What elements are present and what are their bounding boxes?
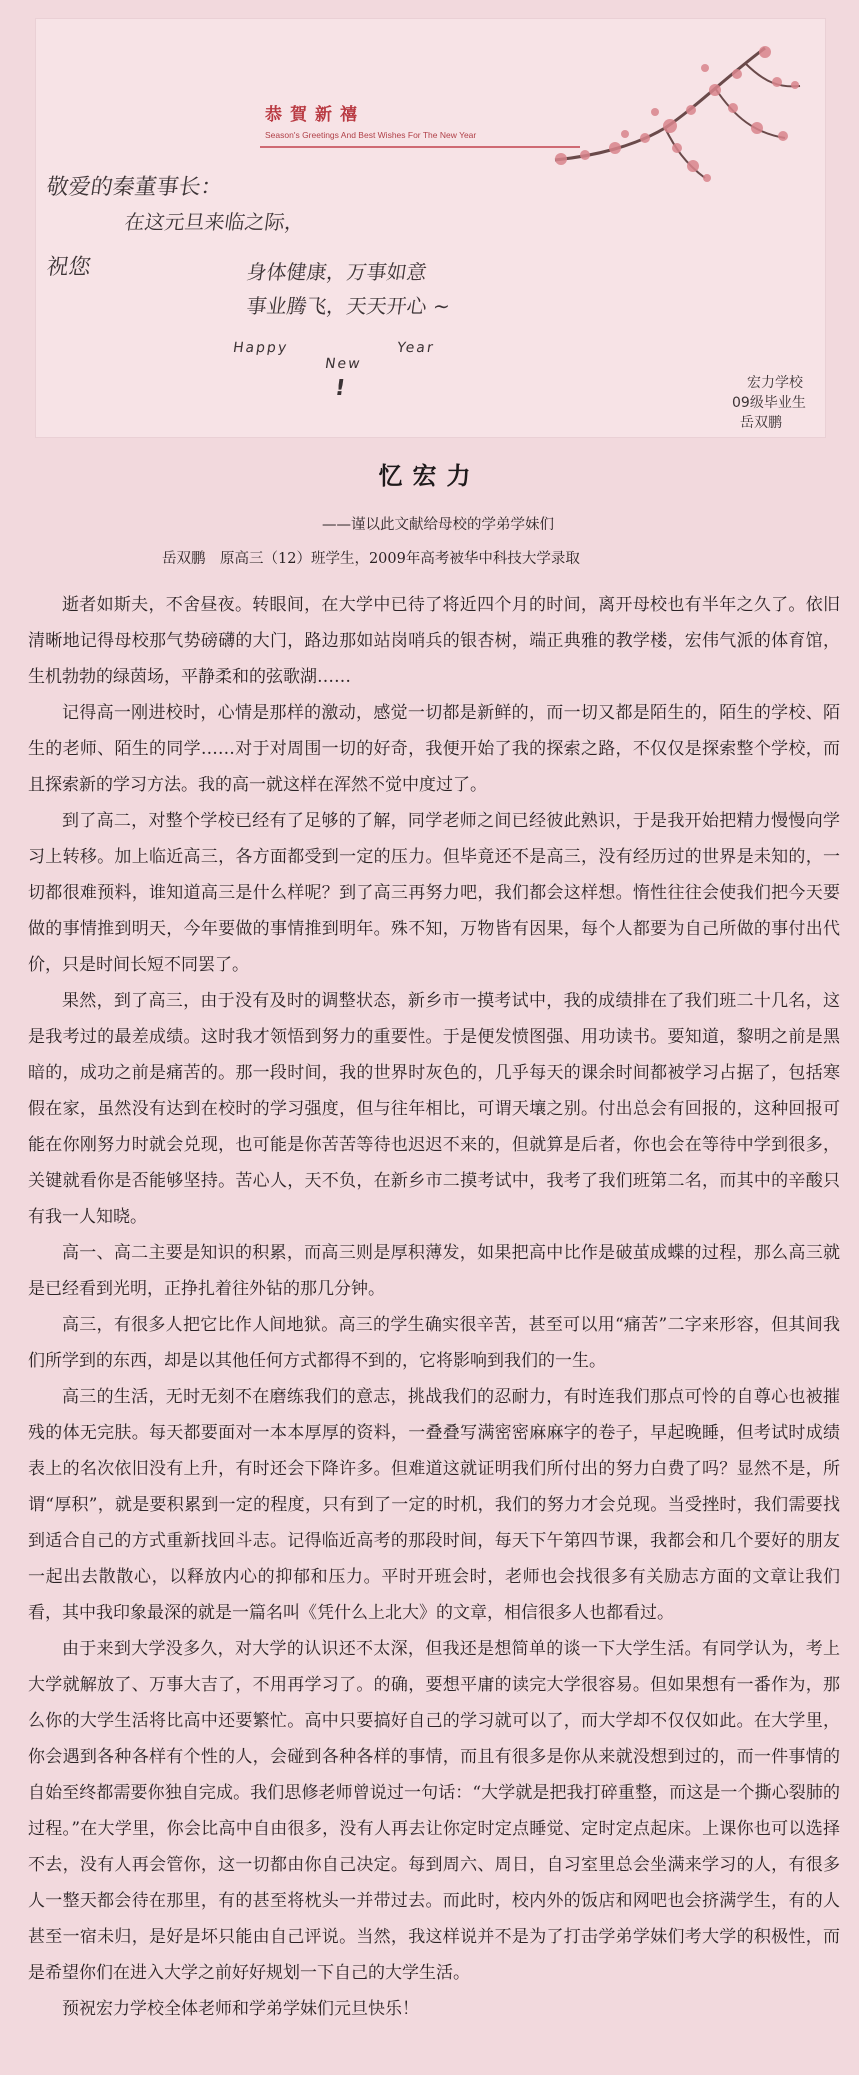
handwritten-happy: Happy <box>231 340 290 356</box>
article-author: 岳双鹏 原高三（12）班学生，2009年高考被华中科技大学录取 <box>162 551 580 567</box>
signature-school: 宏力学校 <box>747 375 803 391</box>
plum-blossom-icon <box>465 38 805 188</box>
paragraph: 到了高二，对整个学校已经有了足够的了解，同学老师之间已经彼此熟识，于是我开始把精力慢慢向学习上转移。加上临近高三，各方面都受到一定的压力。但毕竟还不是高三，没有经历过的世界是未知的，一切都很难预料，谁知道高三是什么样呢？到了高三再努力吧，我们都会这样想。惰性往往会使我们把今天要做的事情推到明天，今年要做的事情推到明年。殊不知，万物皆有因果，每个人都要为自己所做的事付出代价，只是时间长短不同罢了。 <box>28 811 840 975</box>
handwritten-wish: 祝您 <box>44 255 93 280</box>
article-subtitle: ——谨以此文献给母校的学弟学妹们 <box>322 517 554 533</box>
paragraph: 高三，有很多人把它比作人间地狱。高三的学生确实很辛苦，甚至可以用“痛苦”二字来形容，但其间我们所学到的东西，却是以其他任何方式都得不到的，它将影响到我们的一生。 <box>28 1315 840 1371</box>
paragraph: 预祝宏力学校全体老师和学弟学妹们元旦快乐！ <box>62 1999 419 2019</box>
paragraph: 逝者如斯夫，不舍昼夜。转眼间，在大学中已待了将近四个月的时间，离开母校也有半年之久了。依旧清晰地记得母校那气势磅礴的大门，路边那如站岗哨兵的银杏树，端正典雅的教学楼，宏伟气派的体育馆，生机勃勃的绿茵场，平静柔和的弦歌湖…… <box>28 595 840 687</box>
signature-class: 09级毕业生 <box>732 395 806 411</box>
handwritten-new: New <box>323 356 363 372</box>
banner-title: 恭賀新禧 <box>265 105 365 125</box>
article-body <box>28 587 840 2027</box>
handwritten-line: 在这元旦来临之际， <box>123 210 307 234</box>
paragraph: 记得高一刚进校时，心情是那样的激动，感觉一切都是新鲜的，而一切又都是陌生的，陌生的学校、陌生的老师、陌生的同学……对于对周围一切的好奇，我便开始了我的探索之路，不仅仅是探索整个学校，而且探索新的学习方法。我的高一就这样在浑然不觉中度过了。 <box>28 703 840 795</box>
article-title: 忆宏力 <box>378 461 481 490</box>
handwritten-salutation: 敬爱的秦董事长： <box>44 175 225 200</box>
signature-name: 岳双鹏 <box>740 415 782 431</box>
paragraph: 高一、高二主要是知识的积累，而高三则是厚积薄发，如果把高中比作是破茧成蝶的过程，那么高三就是已经看到光明，正挣扎着往外钻的那几分钟。 <box>28 1243 840 1299</box>
paragraph: 高三的生活，无时无刻不在磨练我们的意志，挑战我们的忍耐力，有时连我们那点可怜的自尊心也被摧残的体无完肤。每天都要面对一本本厚厚的资料，一叠叠写满密密麻麻字的卷子，早起晚睡，但考试时成绩表上的名次依旧没有上升，有时还会下降许多。但难道这就证明我们所付出的努力白费了吗？显然不是，所谓“厚积”，就是要积累到一定的程度，只有到了一定的时机，我们的努力才会兑现。当受挫时，我们需要找到适合自己的方式重新找回斗志。记得临近高考的那段时间，每天下午第四节课，我都会和几个要好的朋友一起出去散散心，以释放内心的抑郁和压力。平时开班会时，老师也会找很多有关励志方面的文章让我们看，其中我印象最深的就是一篇名叫《凭什么上北大》的文章，相信很多人也都看过。 <box>28 1387 840 1623</box>
banner-subtitle: Season's Greetings And Best Wishes For The New Year <box>265 130 477 140</box>
paragraph: 由于来到大学没多久，对大学的认识还不太深，但我还是想简单的谈一下大学生活。有同学认为，考上大学就解放了、万事大吉了，不用再学习了。的确，要想平庸的读完大学很容易。但如果想有一番作为，那么你的大学生活将比高中还要繁忙。高中只要搞好自己的学习就可以了，而大学却不仅仅如此。在大学里，你会遇到各种各样有个性的人，会碰到各种各样的事情，而且有很多是你从来就没想到过的，而一件事情的自始至终都需要你独自完成。我们思修老师曾说过一句话：“大学就是把我打碎重整，而这是一个撕心裂肺的过程。”在大学里，你会比高中自由很多，没有人再去让你定时定点睡觉、定时定点起床。上课你也可以选择不去，没有人再会管你，这一切都由你自己决定。每到周六、周日，自习室里总会坐满来学习的人，有很多人一整天都会待在那里，有的甚至将枕头一并带过去。而此时，校内外的饭店和网吧也会挤满学生，有的人甚至一宿未归，是好是坏只能由自己评说。当然，我这样说并不是为了打击学弟学妹们考大学的积极性，而是希望你们在进入大学之前好好规划一下自己的大学生活。 <box>28 1639 840 1983</box>
handwritten-year: Year <box>395 340 436 356</box>
banner-divider <box>260 146 580 148</box>
greeting-card-photo <box>35 18 826 438</box>
handwritten-line: 身体健康，万事如意 <box>245 260 429 284</box>
handwritten-line: 事业腾飞，天天开心 ~ <box>245 294 452 318</box>
paragraph: 果然，到了高三，由于没有及时的调整状态，新乡市一摸考试中，我的成绩排在了我们班二十几名，这是我考过的最差成绩。这时我才领悟到努力的重要性。于是便发愤图强、用功读书。要知道，黎明之前是黑暗的，成功之前是痛苦的。那一段时间，我的世界时灰色的，几乎每天的课余时间都被学习占据了，包括寒假在家，虽然没有达到在校时的学习强度，但与往年相比，可谓天壤之别。付出总会有回报的，这种回报可能在你刚努力时就会兑现，也可能是你苦苦等待也迟迟不来的，但就算是后者，你也会在等待中学到很多，关键就看你是否能够坚持。苦心人，天不负，在新乡市二摸考试中，我考了我们班第二名，而其中的辛酸只有我一人知晓。 <box>28 991 840 1227</box>
handwritten-exclamation: ! <box>333 376 347 401</box>
